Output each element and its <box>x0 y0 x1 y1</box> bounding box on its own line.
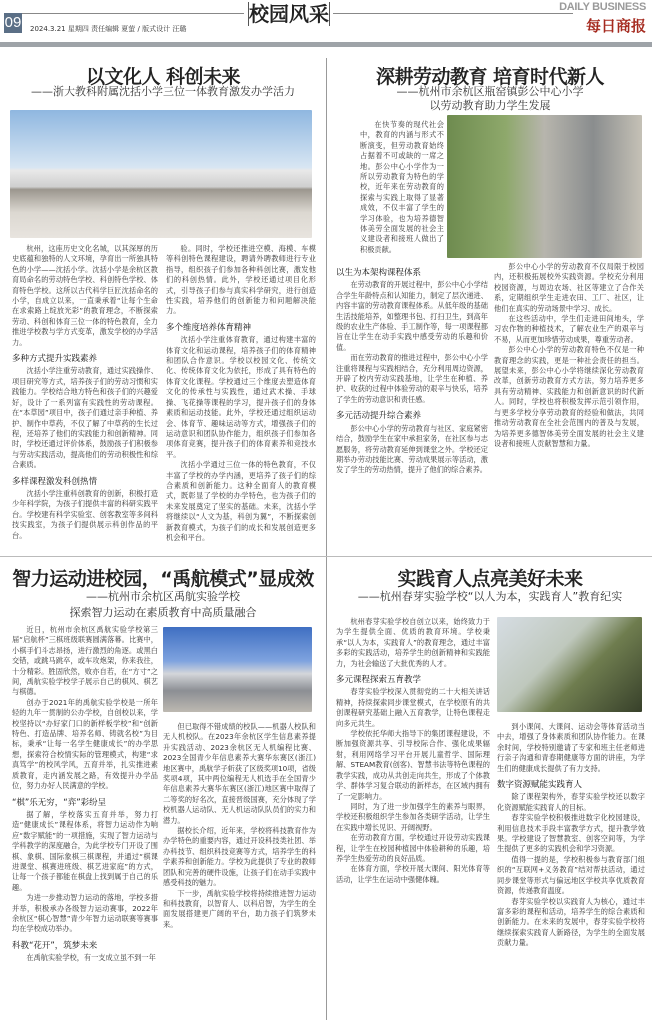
article-subtitle: 探索智力运动在素质教育中高质量融合 <box>69 606 257 619</box>
paragraph: 春芽实验学校深入贯彻党的二十大相关讲话精神，持续探索同步课堂模式，在学校原有的共创课程研究基础上融入五育教学，让特色课程走向多元共生。 <box>336 687 490 728</box>
paragraph: 沈括小学注重体育教育，通过构建丰富的体育文化和运动课程，培养孩子们的体育精神和团队合作意识。学校以校园文化、传统文化、传统体育文化为依托，形成了具有特色的体育文化课程。学校通过三个维度去塑造体育文化的传承性与实践性，通过武术操、手球操、飞花操等课程的学习，提升孩子们的身体素质和运动技能。此外，学校还通过组织运动会、体育节、趣味运动等方式，增强孩子们的运动意识和团队协作能力，组织孩子们参加各项体育竞赛，提升孩子们的体育素养和竞技水平。 <box>166 335 316 459</box>
article-column <box>497 722 645 1019</box>
brand-english: DAILY BUSINESS <box>559 1 646 13</box>
section-heading: 以生为本架构课程体系 <box>336 268 422 278</box>
section-heading: 多种方式提升实践素养 <box>12 354 98 365</box>
section-heading: 科教“花开”，筑梦未来 <box>12 940 98 951</box>
article-column <box>163 722 316 1019</box>
article-subtitle: ——杭州市余杭区禹航实验学校 <box>86 590 240 603</box>
article-column <box>166 244 316 546</box>
paragraph: 在快节奏的现代社会中，教育的内涵与形式不断演变，但劳动教育始终占据着不可或缺的一席之地。彭公中心小学作为一所以劳动教育为特色的学校，近年来在劳动教育的探索与实践上取得了显著成效，不仅丰富了学生的学习体验，也为培养德智体美劳全面发展的社会主义建设者和接班人做出了积极贡献。 <box>360 120 444 254</box>
paragraph: 但已取得不错成绩的校队——机器人校队和无人机校队。在2023年余杭区学生信息素养提升实践活动、2023余杭区无人机编程比赛、2023全国青少年信息素养大赛华东赛区(浙江)地区赛中，禹航学子斩获了区级奖项10项，省级奖项4项，其中两位编程无人机选手在全国青少年信息素养大赛华东赛区(浙江)地区赛中取得了二等奖的好名次，直接晋级国赛，充分体现了学校机器人运动队、无人机运动队队员们的实力和潜力。 <box>163 722 316 825</box>
paragraph: 春芽实验学校以实践育人为核心，通过丰富多彩的课程和活动，培养学生的综合素质和创新能力。在未来的发展中，春芽实验学校将继续探索实践育人新路径，为学生的全面发展贡献力量。 <box>497 896 645 948</box>
school-gate-photo <box>10 110 312 238</box>
section-heading: 多元课程探索五育教学 <box>336 675 422 686</box>
paragraph: 学校依托华师大指导下的集团课程建设，不断加强资源共享、引导校际合作、强化成果辐射，利用网络学习平台开展儿童哲学、国际理解、STEAM教育(创客)、智慧书法等特色课程的教学实践，成功从共创走向共生，形成了个体教学、群体学习复合联动的新样态，在区域内拥有了一定影响力。 <box>336 729 490 801</box>
school-campus-photo <box>447 115 642 258</box>
article-column <box>336 262 488 546</box>
page-number: 09 <box>4 14 22 31</box>
paragraph: 沈括小学注重劳动教育，通过实践操作、项目研究等方式，培养孩子们的劳动习惯和实践能力。学校结合地方特色和孩子们的兴趣爱好，设计了一系列富有实践性的劳动课程。在“本草园”项目中，孩子们通过亲手种植、养护、制作中草药，不仅了解了中草药的生长过程，还培养了他们的实践能力和创新精神。同时，学校还通过评价体系，鼓励孩子们积极参与劳动实践活动，提高他们的劳动积极性和综合素质。 <box>12 366 158 470</box>
paragraph: 而在劳动教育的推进过程中，彭公中心小学注重将课程与实践相结合，充分利用周边资源，开辟了校内劳动实践基地，让学生在种植、养护、收获的过程中体验劳动的艰辛与快乐，培养了学生的劳动意识和责任感。 <box>336 353 488 404</box>
paragraph: 彭公中心小学的劳动教育特色不仅是一种教育理念的实践，更是一种社会责任的担当。展望未来，彭公中心小学将继续深化劳动教育改革，创新劳动教育方式方法，努力培养更多具有劳动精神、实践能力和创新意识的时代新人。同时，学校也将积极发挥示范引领作用，与更多学校分享劳动教育的经验和做法，共同推动劳动教育在全社会范围内的普及与发展，为培养更多德智体美劳全面发展的社会主义建设者和接班人贡献智慧和力量。 <box>494 345 644 448</box>
paragraph: 彭公中心小学的劳动教育不仅局限于校园内，还积极拓展校外实践资源。学校充分利用校园资源，与周边农场、社区等建立了合作关系，定期组织学生走进农田、工厂、社区，让他们在真实的劳动场景中学习、成长。 <box>494 262 644 313</box>
paragraph: 在劳动教育方面，学校通过开设劳动实践课程，让学生在校园种植园中体验耕种的乐趣，培养学生热爱劳动的良好品质。 <box>336 833 490 863</box>
dateline: 2024.3.21 星期四 责任编辑 夏萤 / 版式设计 汪璐 <box>30 25 187 33</box>
article-subtitle: ——杭州市余杭区瓶窑镇彭公中心小学 <box>396 85 584 98</box>
paragraph: 近日，杭州市余杭区禹航实验学校第三届“启航杯”三棋班级联赛圆满落幕。比赛中，小棋手们斗志昂扬，进行激烈的角逐。或黑白交错，或跳马跳卒，或车攻炮架，你来我往，十分精彩。胜固欣然，败亦自若，在“方寸”之间，禹航实验学校学子展示自己的棋风、棋艺与棋德。 <box>12 625 158 697</box>
paragraph: 创办于2021年的禹航实验学校是一所年轻的九年一贯制的公办学校，自创校以来，学校坚持以“办好家门口的新样板学校”和“创新特色、打造品牌、培养名师、铸就名校”为目标，秉承“让每一名学生健康成长”的办学思想，探索符合校情实际的管理模式，构建“求真笃学”的校风学风，五育并举，扎实推进素质教育，走内涵发展之路，有效提升办学品位，努力办好人民满意的学校。 <box>12 697 158 791</box>
paragraph: 在禹航实验学校，有一支成立虽不到一年 <box>26 953 156 963</box>
article-column <box>12 244 158 546</box>
section-heading: 多元活动提升综合素养 <box>336 411 422 422</box>
paragraph: 杭州，这座历史文化名城，以其深厚的历史底蕴和独特的人文环境，孕育出一所独具特色的小学——沈括小学。沈括小学是余杭区教育局命名的劳动特色学校、科创特色学校、体育特色学校。这所以古代科学巨匠沈括命名的小学，自成立以来，一直秉承着“让每个生命在求索路上绽放光彩”的教育理念，不断探索劳动、科创和体育三位一体的特色教育，全力推进学校教与学方式变革，激发学校的办学活力。 <box>12 244 158 347</box>
paragraph: 据了解，学校落实五育并举，努力打造“健康成长”课程体系，将智力运动作为响应“数字赋能”的一项措施，实现了智力运动与学科教学的深度融合，为此学校专门开设了围棋、象棋、国际象棋三棋课程，并通过“棋课进课堂、棋赛进班级、棋艺进家庭”的方式，让每一个孩子都能在棋盘上找到属于自己的乐趣。 <box>12 809 158 892</box>
article-title: 深耕劳动教育 培育时代新人 <box>375 66 605 88</box>
article-column <box>336 617 490 1019</box>
paragraph: 到小课间、大课间、运动会等体育活动当中去，增强了身体素质和团队协作能力。在课余时间，学校特别邀请了专家和班主任老师进行亲子沟通和青春期健康等方面的讲座，为学生们的健康成长提供了有力支持。 <box>497 722 645 773</box>
paragraph: 杭州春芽实验学校自创立以来，始终致力于为学生提供全面、优质的教育环境。学校秉承“以人为本，实践育人”的教育理念，通过丰富多彩的实践活动，培养学生的创新精神和实践能力，为社会输送了大批优秀的人才。 <box>336 617 490 668</box>
paragraph: 下一步，禹航实验学校将持续推进智力运动和科技教育，以智育人、以科启智，为学生的全面发展搭建更广阔的平台，助力孩子们筑梦未来。 <box>163 888 316 929</box>
article-subtitle: 以劳动教育助力学生发展 <box>429 99 551 112</box>
article-title: 以文化人 科创未来 <box>85 66 241 88</box>
article-column <box>12 625 158 1019</box>
section-heading: “棋”乐无穷，“弈”彩纷呈 <box>12 797 107 808</box>
article-subtitle: ——浙大教科附属沈括小学三位一体教育激发办学活力 <box>31 85 295 98</box>
article-column <box>360 120 444 258</box>
section-title: 校园风采 <box>249 2 329 26</box>
header-rule <box>333 13 573 14</box>
row-divider <box>0 556 652 557</box>
paragraph: 值得一提的是，学校积极参与教育部门组织的“互联网+义务教育”结对帮扶活动，通过同步课堂等形式与偏远地区学校共享优质教育资源，传递教育温度。 <box>497 854 645 896</box>
paragraph: 据校长介绍，近年来，学校将科技教育作为办学特色的重要内容，通过开设科技类社团、举办科技节、组织科技竞赛等方式，培养学生的科学素养和创新能力。学校为此提供了专业的教师团队和完善的硬件设施，让孩子们在动手实践中感受科技的魅力。 <box>163 826 316 888</box>
paragraph: 验。同时，学校还推进空模、海模、车模等科创特色课程建设，聘请外聘教师进行专业指导，组织孩子们参加各种科创比赛，激发他们的科创热情。此外，学校还通过项目化形式，引导孩子们参与真实科学研究，进行创造性实践，培养他们的创新能力和问题解决能力。 <box>166 244 316 316</box>
paragraph: 除了课程架构外，春芽实验学校还以数字化资源赋能实践育人的目标。 <box>497 792 645 812</box>
paragraph: 为进一步推动智力运动的落地，学校多措并举，积极承办各级智力运动赛事，2022年余杭区“棋心智慧”青少年智力运动联赛等赛事均在学校成功举办。 <box>12 893 158 934</box>
article-title: 实践育人点亮美好未来 <box>397 568 583 590</box>
column-divider <box>326 58 327 1020</box>
article-column <box>494 262 644 546</box>
paragraph: 彭公中心小学的劳动教育与社区、家庭紧密结合，鼓励学生在家中承担家务，在社区参与志愿服务，将劳动教育延伸到课堂之外。学校还定期举办劳动技能比赛、劳动成果展示等活动，激发了学生的劳动热情，提升了他们的综合素养。 <box>336 423 488 475</box>
school-building-photo <box>163 627 312 712</box>
brand-logo: 每日商报 <box>585 17 646 35</box>
paragraph: 在劳动教育的开展过程中，彭公中心小学结合学生年龄特点和认知能力，制定了层次递进、内容丰富的劳动教育课程体系。从低年级的基础生活技能培养，如整理书包、打扫卫生，到高年级的农业生产体验、手工制作等，每一项课程都旨在让学生在动手实践中感受劳动的乐趣和价值。 <box>336 280 488 352</box>
article-title: 智力运动进校园，“禹航模式”显成效 <box>12 568 314 590</box>
header-rule <box>22 13 244 14</box>
school-building-photo <box>497 617 642 712</box>
paragraph: 在体育方面，学校开展大课间、阳光体育等活动，让学生在运动中强健体魄。 <box>336 864 490 884</box>
paragraph: 同时，为了进一步加强学生的素养与眼界，学校还积极组织学生参加各类研学活动，让学生在实践中增长见识、开阔视野。 <box>336 801 490 832</box>
paragraph: 沈括小学注重科创教育的创新，积极打造少年科学院，为孩子们提供丰富的科研实践平台。学校建有科学实验室、创客教室等多间科技实践室，为孩子们提供展示科创作品的平台。 <box>12 488 158 540</box>
header-bar <box>0 42 652 47</box>
section-heading: 数字资源赋能实践育人 <box>497 780 583 791</box>
article-subtitle: ——杭州春芽实验学校“以人为本，实践育人”教育纪实 <box>357 590 623 603</box>
paragraph: 沈括小学通过三位一体的特色教育，不仅丰富了学校的办学内涵，更培养了孩子们的综合素质和创新能力。这种全面育人的教育模式，既彰显了学校的办学特色，也为孩子们的未来发展奠定了坚实的基础。未来，沈括小学将继续以“人文为基，科创为翼”，不断探索创新教育模式，为孩子们的成长和发展创造更多机会和平台。 <box>166 460 316 542</box>
section-heading: 多样课程激发科创热情 <box>12 476 98 487</box>
paragraph: 在这些活动中，学生们走进田间地头，学习农作物的种植技术，了解农业生产的艰辛与不易，从而更加珍惜劳动成果，尊重劳动者。 <box>494 314 644 344</box>
paragraph: 春芽实验学校积极推进数字化校园建设，利用信息技术手段丰富教学方式，提升教学效果。学校建设了智慧教室、创客空间等，为学生提供了更多的实践机会和学习资源。 <box>497 813 645 854</box>
section-heading: 多个维度培养体育精神 <box>166 322 252 333</box>
